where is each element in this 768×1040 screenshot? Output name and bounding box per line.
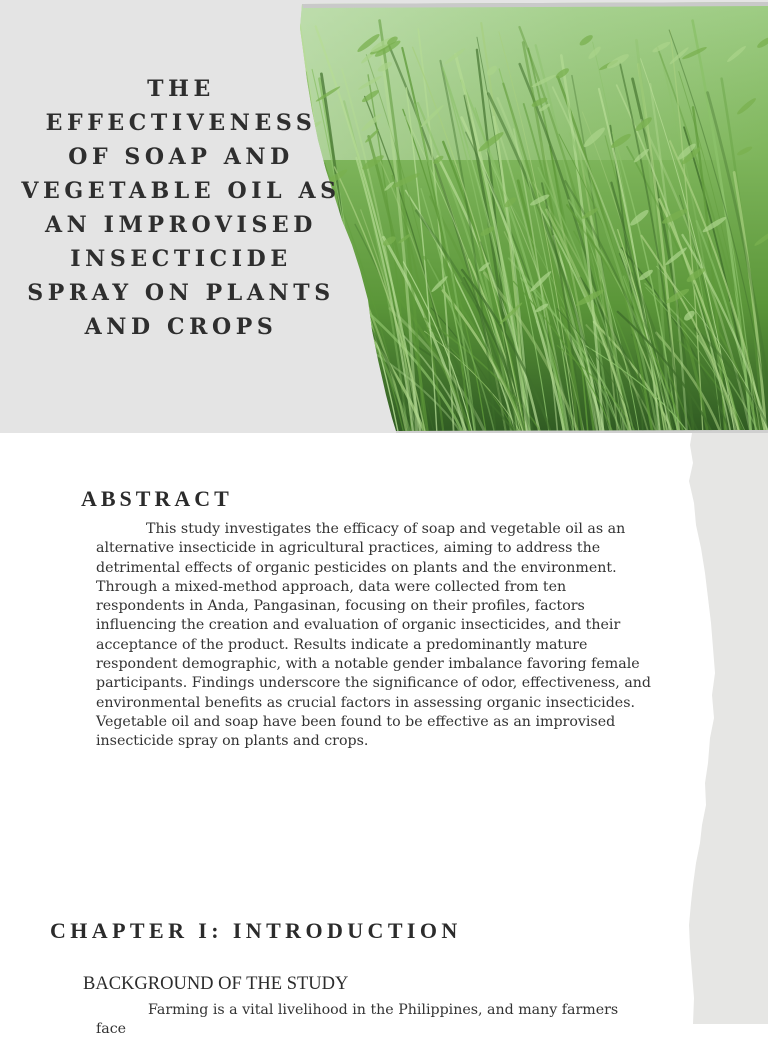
abstract-heading: ABSTRACT <box>81 486 233 511</box>
document-title: THE EFFECTIVENESS OF SOAP AND VEGETABLE OIL AS AN IMPROVISED INSECTICIDE SPRAY ON PLANTS AND CROPS <box>21 76 341 340</box>
chapter-heading: CHAPTER I: INTRODUCTION <box>50 918 462 943</box>
section-heading: BACKGROUND OF THE STUDY <box>83 974 349 994</box>
intro-body: Farming is a vital livelihood in the Philippines, and many farmers face <box>96 1002 619 1038</box>
abstract-body: This study investigates the efficacy of soap and vegetable oil as an alternative insecticide in agricultural practices, aiming to address the detrimental effects of organic pesticides on plants and the environment. Through a mixed-method approach, data were collected from ten respondents in Anda, Pangasinan, focusing on their profiles, factors influencing the creation and evaluation of organic insecticides, and their acceptance of the product. Results indicate a predominantly mature respondent demographic, with a notable gender imbalance favoring female participants. Findings underscore the significance of odor, effectiveness, and environmental benefits as crucial factors in assessing organic insecticides. Vegetable oil and soap have been found to be effective as an improvised insecticide spray on plants and crops. <box>96 521 652 750</box>
cover-panel <box>0 0 768 433</box>
